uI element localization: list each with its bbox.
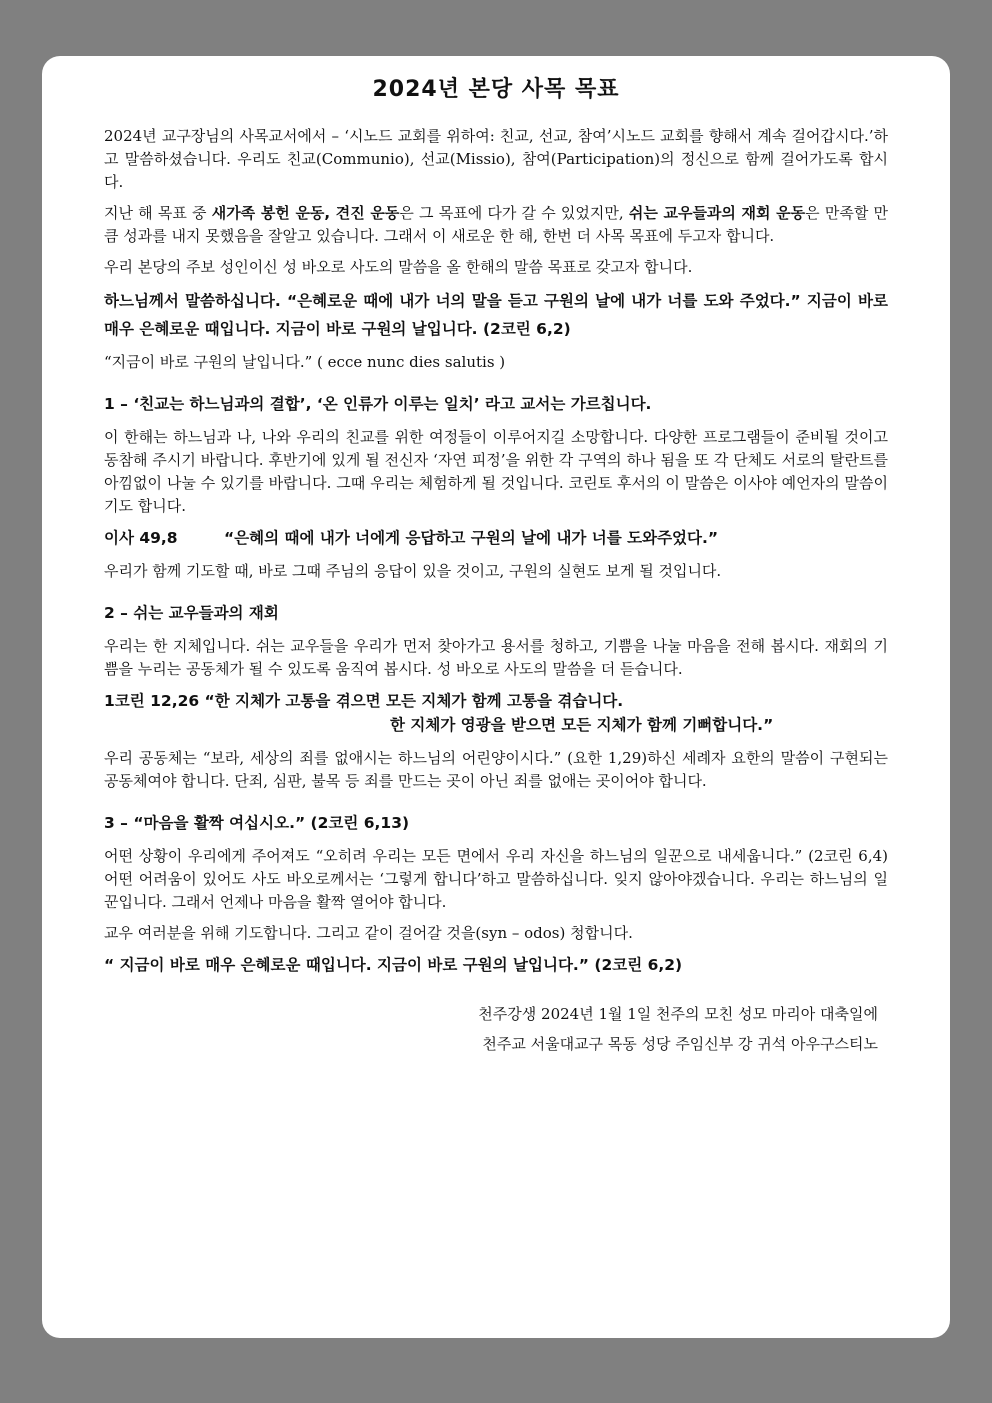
verse-reference: 이사 49,8 — [104, 529, 178, 547]
verse-line-2: 한 지체가 영광을 받으면 모든 지체가 함께 기뻐합니다.” — [390, 716, 774, 734]
goals-bold-1: 새가족 봉헌 운동, 견진 운동 — [211, 204, 400, 222]
goals-text: 은 그 목표에 다가 갈 수 있었지만, — [399, 204, 629, 222]
verse-line-1: 1코린 12,26 “한 지체가 고통을 겪으면 모든 지체가 함께 고통을 겪습니다. — [104, 692, 624, 710]
signature-date: 천주강생 2024년 1월 1일 천주의 모친 성모 마리아 대축일에 — [478, 1005, 878, 1023]
goals-bold-2: 쉬는 교우들과의 재회 운동 — [628, 204, 806, 222]
page-title: 2024년 본당 사목 목표 — [372, 77, 620, 102]
key-verse: 하느님께서 말씀하십니다. “은혜로운 때에 내가 너의 말을 듣고 구원의 날에 내가 너를 도와 주었다.” 지금이 바로 매우 은혜로운 때입니다. 지금이 바로 구원의 날입니다. (2코린 6,2) — [104, 292, 888, 338]
latin-line: “지금이 바로 구원의 날입니다.” ( ecce nunc dies salutis ) — [104, 353, 506, 371]
section-2-verse — [104, 689, 888, 737]
document-page — [42, 56, 950, 1338]
section-3-body: 어떤 상황이 우리에게 주어져도 “오히려 우리는 모든 면에서 우리 자신을 하느님의 일꾼으로 내세웁니다.” (2코린 6,4) 어떤 어려움이 있어도 사도 바오로께서는 ‘그렇게 합니다’하고 말씀하십니다. 잊지 않아야겠습니다. 우리는 하느님의 일꾼입니다. 그래서 언제나 마음을 활짝 열어야 합니다. — [104, 847, 888, 911]
section-3-heading: 3 – “마음을 활짝 여십시오.” (2코린 6,13) — [104, 814, 410, 832]
prayer-line: 교우 여러분을 위해 기도합니다. 그리고 같이 걸어갈 것을(syn – odos) 청합니다. — [104, 924, 633, 942]
goals-text: 은 만족할 만큼 성과를 내지 못했음을 잘알고 있습니다. 그래서 이 새로운 한 해, 한번 더 사목 목표에 두고자 합니다. — [104, 204, 888, 245]
intro-paragraph: 2024년 교구장님의 사목교서에서 – ‘시노드 교회를 위하여: 친교, 선교, 참여’시노드 교회를 향해서 계속 걸어갑시다.’하고 말씀하셨습니다. 우리도 친교(Communio), 선교(Missio), 참여(Participation)의 정신으로 함께 걸어가도록 합시다. — [104, 127, 888, 191]
goals-text: 지난 해 목표 중 — [104, 204, 212, 222]
section-2-heading: 2 – 쉬는 교우들과의 재회 — [104, 604, 279, 622]
section-2-after: 우리 공동체는 “보라, 세상의 죄를 없애시는 하느님의 어린양이시다.” (요한 1,29)하신 세례자 요한의 말씀이 구현되는 공동체여야 합니다. 단죄, 심판, 불목 등 죄를 만드는 곳이 아닌 죄를 없애는 곳이어야 합니다. — [104, 749, 888, 790]
section-1-body: 이 한해는 하느님과 나, 나와 우리의 친교를 위한 여정들이 이루어지길 소망합니다. 다양한 프로그램들이 준비될 것이고 동참해 주시기 바랍니다. 후반기에 있게 될 전신자 ‘자연 피정’을 위한 각 구역의 하나 됨을 또 각 단체도 서로의 탈란트를 아낌없이 나눌 수 있기를 바랍니다. 그때 우리는 체험하게 될 것입니다. 코린토 후서의 이 말씀은 이사야 예언자의 말씀이기도 합니다. — [104, 428, 888, 515]
section-2-body: 우리는 한 지체입니다. 쉬는 교우들을 우리가 먼저 찾아가고 용서를 청하고, 기쁨을 나눌 마음을 전해 봅시다. 재회의 기쁨을 누리는 공동체가 될 수 있도록 움직여 봅시다. 성 바오로 사도의 말씀을 더 듣습니다. — [104, 637, 888, 678]
signature-author: 천주교 서울대교구 목동 성당 주임신부 강 귀석 아우구스티노 — [482, 1035, 878, 1053]
verse-text: “은혜의 때에 내가 너에게 응답하고 구원의 날에 내가 너를 도와주었다.” — [224, 529, 719, 547]
goals-paragraph — [104, 202, 888, 248]
signature-block — [104, 999, 888, 1059]
section-1-after: 우리가 함께 기도할 때, 바로 그때 주님의 응답이 있을 것이고, 구원의 실현도 보게 될 것입니다. — [104, 562, 722, 580]
section-1-verse — [104, 526, 888, 550]
section-1-heading: 1 – ‘친교는 하느님과의 결합’, ‘온 인류가 이루는 일치’ 라고 교서는 가르칩니다. — [104, 395, 652, 413]
closing-verse: “ 지금이 바로 매우 은혜로운 때입니다. 지금이 바로 구원의 날입니다.” (2코린 6,2) — [104, 956, 683, 974]
patron-paragraph: 우리 본당의 주보 성인이신 성 바오로 사도의 말씀을 올 한해의 말씀 목표로 갖고자 합니다. — [104, 258, 693, 276]
